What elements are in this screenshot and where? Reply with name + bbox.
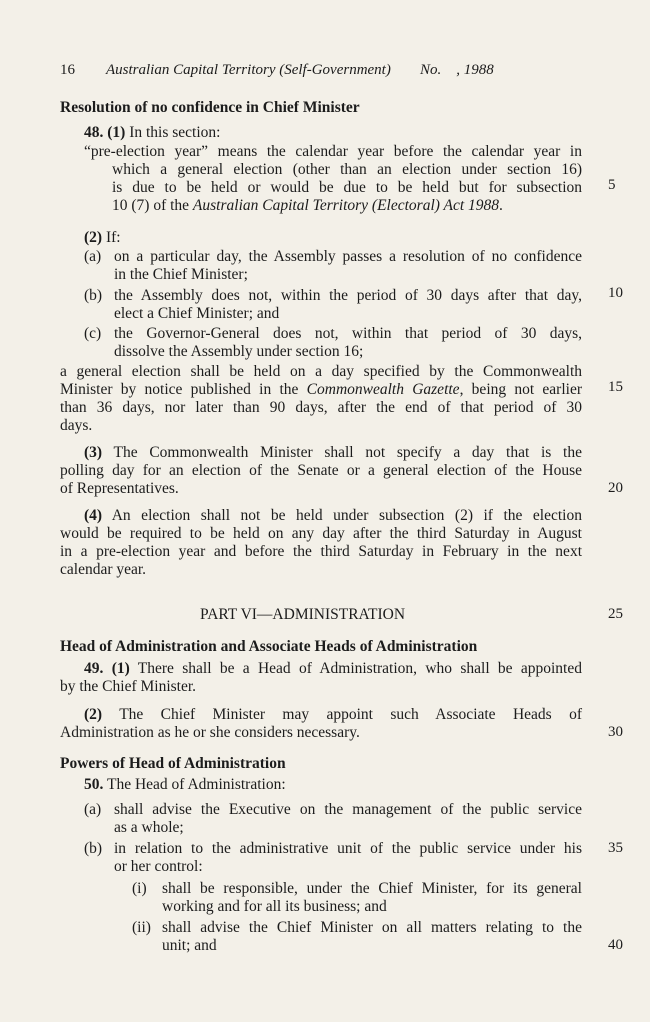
act-number: No. , 1988: [420, 62, 494, 78]
paragraph-label: (a): [84, 801, 102, 818]
definition-line: is due to be held or would be due to be held but for subsection: [112, 179, 582, 196]
definition-line: which a general election (other than an election under section 16): [112, 161, 582, 178]
paragraph-label: (c): [84, 325, 102, 342]
section-number: 49.: [84, 660, 104, 677]
line-number: 25: [608, 606, 623, 622]
subparagraph-label: (i): [132, 880, 147, 897]
section-50-intro: [84, 776, 286, 793]
section-48-subsection-4: [84, 507, 582, 524]
body-text-line: than 36 days, nor later than 90 days, after the end of that period of 30: [60, 399, 582, 416]
body-text-line: calendar year.: [60, 561, 147, 578]
body-text-line: by the Chief Minister.: [60, 678, 197, 695]
line-number: 15: [608, 379, 623, 395]
subparagraph-text: shall advise the Chief Minister on all matters relating to the: [162, 919, 582, 936]
section-50-heading: Powers of Head of Administration: [60, 755, 286, 772]
paragraph-text: the Governor-General does not, within that period of 30 days,: [114, 325, 582, 342]
line-number: 30: [608, 724, 623, 740]
paragraph-text: in the Chief Minister;: [114, 266, 248, 283]
page-number: 16: [60, 62, 75, 78]
text-run: The Chief Minister may appoint such Associate Heads of: [119, 706, 582, 723]
text-run: An election shall not be held under subsection (2) if the election: [111, 507, 582, 524]
act-title: Australian Capital Territory (Self-Government): [106, 62, 391, 78]
subsection-text: If:: [105, 229, 121, 246]
paragraph-text: as a whole;: [114, 819, 184, 836]
paragraph-text: dissolve the Assembly under section 16;: [114, 343, 364, 360]
line-number: 10: [608, 285, 623, 301]
section-48-subsection-2: [84, 229, 121, 246]
paragraph-label: (b): [84, 287, 103, 304]
paragraph-text: shall advise the Executive on the management of the public service: [114, 801, 582, 818]
body-text-line: in a pre-election year and before the third Saturday in February in the next: [60, 543, 582, 560]
gazette-title: Commonwealth Gazette: [306, 381, 460, 398]
paragraph-label: (b): [84, 840, 103, 857]
paragraph-text: on a particular day, the Assembly passes a resolution of no confidence: [114, 248, 582, 265]
line-number: 20: [608, 480, 623, 496]
body-text-line: a general election shall be held on a day specified by the Commonwealth: [60, 363, 582, 380]
paragraph-text: or her control:: [114, 858, 203, 875]
body-text-line: days.: [60, 417, 93, 434]
text-run: The Head of Administration:: [106, 776, 286, 793]
part-heading: PART VI—ADMINISTRATION: [200, 606, 406, 623]
text-run: There shall be a Head of Administration, who shall be appointed: [137, 660, 582, 677]
section-49-heading: Head of Administration and Associate Heads of Administration: [60, 638, 478, 655]
section-number: 48.: [84, 124, 104, 141]
section-48-heading: Resolution of no confidence in Chief Minister: [60, 99, 360, 116]
subsection-number: (4): [84, 507, 103, 524]
section-49-subsection-2: [84, 706, 582, 723]
body-text-line: would be required to be held on any day after the third Saturday in August: [60, 525, 582, 542]
section-48-subsection-1: [84, 124, 220, 141]
body-text-line: [60, 381, 582, 398]
text-run: The Commonwealth Minister shall not specify a day that is the: [113, 444, 582, 461]
section-number: 50.: [84, 776, 104, 793]
subsection-number: (3): [84, 444, 103, 461]
definition-line: [112, 197, 503, 214]
line-number: 35: [608, 840, 623, 856]
body-text-line: of Representatives.: [60, 480, 179, 497]
text-run: .: [499, 197, 503, 214]
text-run: Minister by notice published in the: [60, 381, 307, 398]
body-text-line: Administration as he or she considers necessary.: [60, 724, 360, 741]
subsection-number: (1): [111, 660, 130, 677]
line-number: 5: [608, 177, 616, 193]
subparagraph-text: unit; and: [162, 937, 217, 954]
subparagraph-text: shall be responsible, under the Chief Minister, for its general: [162, 880, 582, 897]
paragraph-text: elect a Chief Minister; and: [114, 305, 280, 322]
paragraph-text: in relation to the administrative unit of the public service under his: [114, 840, 582, 857]
subparagraph-label: (ii): [132, 919, 151, 936]
section-49-subsection-1: [84, 660, 582, 677]
subparagraph-text: working and for all its business; and: [162, 898, 387, 915]
section-48-subsection-3: [84, 444, 582, 461]
subsection-text: In this section:: [129, 124, 221, 141]
text-run: , being not earlier: [459, 381, 582, 398]
subsection-number: (2): [84, 706, 103, 723]
body-text-line: polling day for an election of the Senate or a general election of the House: [60, 462, 582, 479]
subsection-number: (1): [107, 124, 126, 141]
line-number: 40: [608, 937, 623, 953]
paragraph-text: the Assembly does not, within the period of 30 days after that day,: [114, 287, 582, 304]
act-citation: Australian Capital Territory (Electoral) Act 1988: [192, 197, 500, 214]
definition-line: “pre-election year” means the calendar year before the calendar year in: [84, 143, 582, 160]
subsection-number: (2): [84, 229, 103, 246]
paragraph-label: (a): [84, 248, 102, 265]
text-run: 10 (7) of the: [112, 197, 193, 214]
